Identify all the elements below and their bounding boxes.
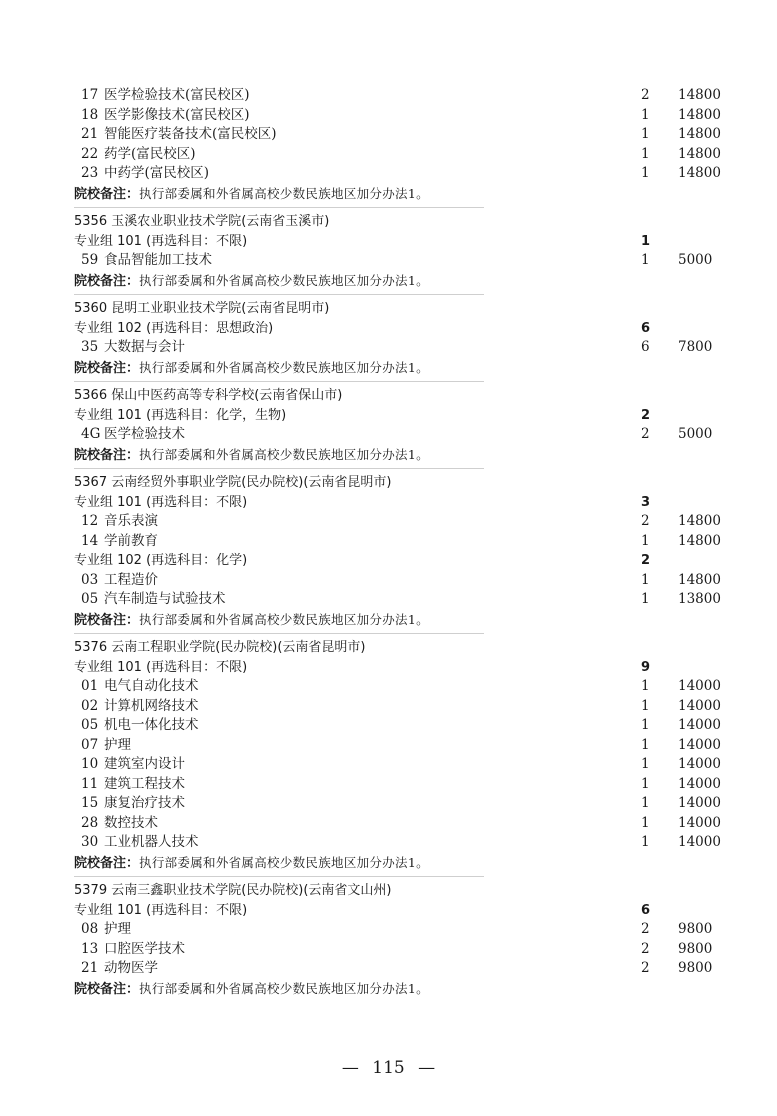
remark-label: 院校备注：: [74, 855, 140, 871]
program-tuition: 14800: [678, 87, 721, 103]
program-tuition: 14000: [678, 795, 721, 811]
program-plan-count: 1: [641, 756, 650, 772]
program-tuition: 5000: [678, 252, 713, 268]
program-code: 08: [81, 921, 99, 937]
program-code: 02: [81, 697, 99, 714]
school-title: 5356 玉溪农业职业技术学院(云南省玉溪市): [74, 214, 330, 229]
remark-text: [74, 979, 429, 1000]
program-code: 10: [81, 756, 99, 772]
school-title: 5376 云南工程职业学院(民办院校)(云南省昆明市): [74, 640, 366, 655]
program-plan-count: 1: [641, 532, 650, 549]
major-group-label: 专业组 101 (再选科目：不限): [74, 494, 248, 510]
major-group-plan-count: 6: [641, 320, 651, 336]
program-plan-count: 2: [641, 940, 650, 957]
program-code: 21: [81, 960, 99, 976]
program-name: 学前教育: [104, 532, 158, 549]
program-code: 01: [81, 678, 99, 694]
program-plan-count: 1: [641, 814, 650, 831]
program-plan-count: 1: [641, 736, 650, 753]
program-plan-count: 1: [641, 591, 650, 607]
school-remark: [0, 445, 777, 465]
program-name: 护理: [104, 921, 131, 937]
major-group-label: 专业组 101 (再选科目：化学，生物): [74, 407, 287, 423]
program-row: [0, 794, 777, 814]
program-row: [0, 251, 777, 271]
program-name: 动物医学: [104, 960, 158, 976]
program-tuition: 14800: [678, 571, 721, 588]
program-tuition: 14000: [678, 756, 721, 772]
remark-text: [74, 610, 429, 631]
major-group-plan-count: 3: [641, 494, 651, 510]
program-name: 护理: [104, 736, 131, 753]
program-code: 05: [81, 591, 99, 607]
program-code: 18: [81, 106, 99, 123]
program-tuition: 14000: [678, 834, 721, 850]
section-divider: [0, 872, 777, 881]
program-plan-count: 1: [641, 775, 650, 792]
program-plan-count: 1: [641, 145, 650, 162]
school-remark: [0, 853, 777, 873]
school-heading: [0, 638, 777, 658]
major-group-row: [0, 551, 777, 571]
major-group-row: [0, 406, 777, 426]
admission-plan-listing: [0, 86, 777, 998]
remark-label: 院校备注：: [74, 612, 140, 628]
program-row: [0, 677, 777, 697]
remark-text: [74, 853, 429, 874]
program-row: [0, 571, 777, 591]
remark-value: 执行部委属和外省属高校少数民族地区加分办法1。: [139, 185, 429, 201]
program-tuition: 14800: [678, 532, 721, 549]
program-code: 23: [81, 165, 99, 181]
program-name: 数控技术: [104, 814, 158, 831]
program-tuition: 14800: [678, 106, 721, 123]
remark-value: 执行部委属和外省属高校少数民族地区加分办法1。: [139, 272, 429, 288]
program-tuition: 14000: [678, 736, 721, 753]
program-row: [0, 716, 777, 736]
program-row: [0, 940, 777, 960]
program-tuition: 14800: [678, 145, 721, 162]
program-name: 医学检验技术(富民校区): [104, 87, 250, 103]
program-plan-count: 1: [641, 252, 650, 268]
program-tuition: 14000: [678, 697, 721, 714]
program-name: 机电一体化技术: [104, 717, 199, 733]
major-group-row: [0, 493, 777, 513]
program-row: [0, 425, 777, 445]
section-divider: [0, 629, 777, 638]
program-code: 30: [81, 834, 99, 850]
program-code: 28: [81, 814, 99, 831]
program-code: 05: [81, 717, 99, 733]
program-name: 建筑工程技术: [104, 775, 185, 792]
program-row: [0, 532, 777, 552]
remark-label: 院校备注：: [74, 186, 140, 202]
remark-label: 院校备注：: [74, 273, 140, 289]
program-plan-count: 1: [641, 717, 650, 733]
program-row: [0, 86, 777, 106]
major-group-plan-count: 2: [641, 407, 651, 423]
program-plan-count: 1: [641, 795, 650, 811]
major-group-plan-count: 9: [641, 659, 651, 675]
section-divider: [0, 290, 777, 299]
school-title: 5367 云南经贸外事职业学院(民办院校)(云南省昆明市): [74, 475, 392, 490]
program-code: 22: [81, 145, 99, 162]
program-name: 医学检验技术: [104, 426, 185, 442]
program-row: [0, 512, 777, 532]
program-plan-count: 2: [641, 87, 650, 103]
major-group-label: 专业组 101 (再选科目：不限): [74, 902, 248, 918]
program-row: [0, 833, 777, 853]
program-code: 11: [81, 775, 99, 792]
remark-text: [74, 358, 429, 379]
program-plan-count: 2: [641, 426, 650, 442]
school-heading: [0, 386, 777, 406]
program-name: 药学(富民校区): [104, 145, 196, 162]
program-plan-count: 1: [641, 126, 650, 142]
remark-text: [74, 184, 429, 205]
program-code: 59: [81, 252, 99, 268]
remark-text: [74, 445, 429, 466]
school-remark: [0, 271, 777, 291]
remark-text: [74, 271, 429, 292]
program-name: 口腔医学技术: [104, 940, 185, 957]
program-code: 12: [81, 513, 99, 529]
school-heading: [0, 299, 777, 319]
remark-value: 执行部委属和外省属高校少数民族地区加分办法1。: [139, 446, 429, 462]
program-code: 17: [81, 87, 99, 103]
program-row: [0, 125, 777, 145]
major-group-label: 专业组 102 (再选科目：思想政治): [74, 320, 274, 336]
program-name: 工业机器人技术: [104, 834, 199, 850]
major-group-label: 专业组 101 (再选科目：不限): [74, 659, 248, 675]
program-row: [0, 755, 777, 775]
program-tuition: 14000: [678, 775, 721, 792]
program-tuition: 5000: [678, 426, 713, 442]
program-row: [0, 590, 777, 610]
program-plan-count: 1: [641, 834, 650, 850]
program-row: [0, 920, 777, 940]
major-group-plan-count: 1: [641, 233, 651, 249]
program-row: [0, 338, 777, 358]
program-tuition: 9800: [678, 921, 713, 937]
program-plan-count: 1: [641, 106, 650, 123]
school-remark: [0, 184, 777, 204]
program-plan-count: 1: [641, 697, 650, 714]
school-heading: [0, 473, 777, 493]
program-code: 4G: [81, 426, 101, 442]
major-group-row: [0, 658, 777, 678]
program-code: 14: [81, 532, 99, 549]
school-title: 5379 云南三鑫职业技术学院(民办院校)(云南省文山州): [74, 883, 392, 898]
program-row: [0, 164, 777, 184]
program-name: 食品智能加工技术: [104, 252, 212, 268]
program-code: 07: [81, 736, 99, 753]
program-tuition: 9800: [678, 960, 713, 976]
school-heading: [0, 212, 777, 232]
remark-value: 执行部委属和外省属高校少数民族地区加分办法1。: [139, 359, 429, 375]
program-name: 智能医疗装备技术(富民校区): [104, 126, 277, 142]
remark-label: 院校备注：: [74, 360, 140, 376]
program-tuition: 9800: [678, 940, 713, 957]
remark-value: 执行部委属和外省属高校少数民族地区加分办法1。: [139, 854, 429, 870]
program-row: [0, 814, 777, 834]
remark-value: 执行部委属和外省属高校少数民族地区加分办法1。: [139, 611, 429, 627]
program-code: 21: [81, 126, 99, 142]
program-tuition: 14000: [678, 814, 721, 831]
major-group-row: [0, 232, 777, 252]
program-name: 康复治疗技术: [104, 795, 185, 811]
major-group-row: [0, 319, 777, 339]
program-code: 15: [81, 795, 99, 811]
section-divider: [0, 377, 777, 386]
remark-value: 执行部委属和外省属高校少数民族地区加分办法1。: [139, 980, 429, 996]
program-row: [0, 959, 777, 979]
program-plan-count: 1: [641, 678, 650, 694]
program-tuition: 14000: [678, 678, 721, 694]
major-group-label: 专业组 102 (再选科目：化学): [74, 553, 248, 568]
school-remark: [0, 610, 777, 630]
program-tuition: 7800: [678, 339, 713, 355]
program-name: 电气自动化技术: [104, 678, 199, 694]
remark-label: 院校备注：: [74, 447, 140, 463]
program-row: [0, 736, 777, 756]
major-group-plan-count: 6: [641, 902, 651, 918]
program-name: 建筑室内设计: [104, 756, 185, 772]
program-plan-count: 1: [641, 571, 650, 588]
school-remark: [0, 358, 777, 378]
program-code: 13: [81, 940, 99, 957]
school-remark: [0, 979, 777, 999]
program-plan-count: 2: [641, 921, 650, 937]
program-tuition: 14800: [678, 165, 721, 181]
program-plan-count: 6: [641, 339, 650, 355]
section-divider: [0, 203, 777, 212]
school-heading: [0, 881, 777, 901]
school-title: 5360 昆明工业职业技术学院(云南省昆明市): [74, 301, 330, 316]
program-plan-count: 1: [641, 165, 650, 181]
program-tuition: 14800: [678, 126, 721, 142]
page-number: — 115 —: [341, 1058, 436, 1078]
program-name: 音乐表演: [104, 513, 158, 529]
program-name: 工程造价: [104, 571, 158, 588]
program-row: [0, 145, 777, 165]
program-tuition: 14800: [678, 513, 721, 529]
program-name: 计算机网络技术: [104, 697, 199, 714]
program-tuition: 14000: [678, 717, 721, 733]
program-code: 03: [81, 571, 99, 588]
program-tuition: 13800: [678, 591, 721, 607]
program-name: 汽车制造与试验技术: [104, 591, 226, 607]
school-title: 5366 保山中医药高等专科学校(云南省保山市): [74, 388, 343, 403]
section-divider: [0, 464, 777, 473]
program-code: 35: [81, 339, 99, 355]
major-group-row: [0, 901, 777, 921]
program-row: [0, 775, 777, 795]
major-group-label: 专业组 101 (再选科目：不限): [74, 233, 248, 249]
remark-label: 院校备注：: [74, 981, 140, 997]
program-name: 大数据与会计: [104, 339, 185, 355]
program-name: 中药学(富民校区): [104, 165, 210, 181]
page-number-value: 115: [372, 1058, 405, 1078]
program-plan-count: 2: [641, 513, 650, 529]
program-name: 医学影像技术(富民校区): [104, 106, 250, 123]
major-group-plan-count: 2: [641, 553, 651, 568]
program-row: [0, 106, 777, 126]
program-plan-count: 2: [641, 960, 650, 976]
program-row: [0, 697, 777, 717]
